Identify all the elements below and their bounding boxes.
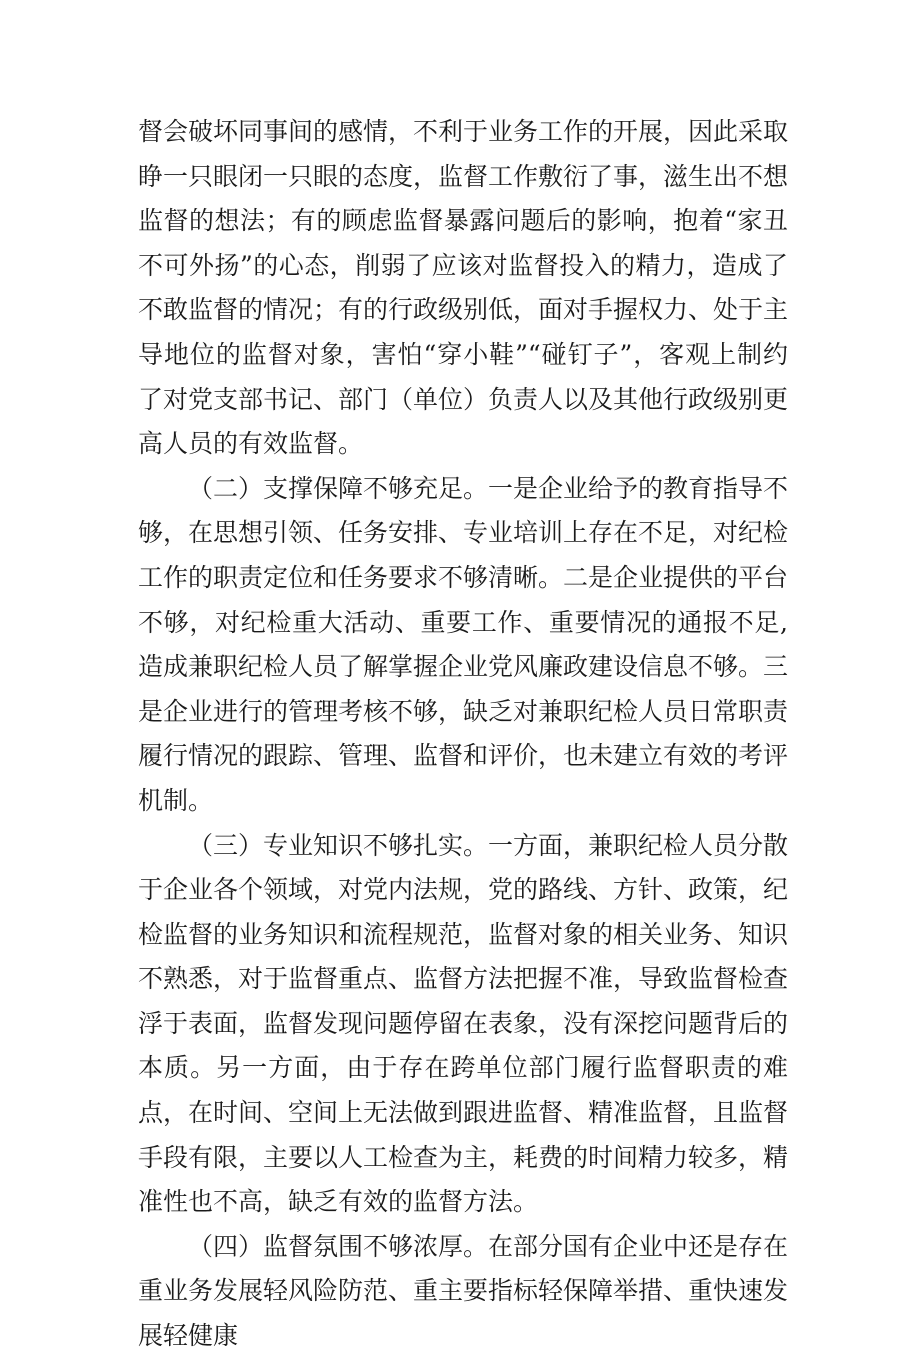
paragraph-support-guarantee: （二）支撑保障不够充足。一是企业给予的教育指导不够，在思想引领、任务安排、专业培训上存在不足，对纪检工作的职责定位和任务要求不够清晰。二是企业提供的平台不够，对纪检重大活动、重要工作、重要情况的通报不足,造成兼职纪检人员了解掌握企业党风廉政建设信息不够。三是企业进行的管理考核不够，缺乏对兼职纪检人员日常职责履行情况的跟踪、管理、监督和评价，也未建立有效的考评机制。	[138, 473, 789, 815]
paragraph-continuation: 督会破坏同事间的感情，不利于业务工作的开展，因此采取睁一只眼闭一只眼的态度，监督工作敷衍了事，滋生出不想监督的想法；有的顾虑监督暴露问题后的影响，抱着“家丑不可外扬”的心态，削弱了应该对监督投入的精力，造成了不敢监督的情况；有的行政级别低，面对手握权力、处于主导地位的监督对象，害怕“穿小鞋”“碰钉子”，客观上制约了对党支部书记、部门（单位）负责人以及其他行政级别更高人员的有效监督。	[138, 117, 789, 459]
paragraph-supervision-atmosphere: （四）监督氛围不够浓厚。在部分国有企业中还是存在重业务发展轻风险防范、重主要指标轻保障举措、重快速发展轻健康	[138, 1231, 789, 1351]
document-body	[138, 110, 788, 1359]
paragraph-professional-knowledge: （三）专业知识不够扎实。一方面，兼职纪检人员分散于企业各个领域，对党内法规，党的路线、方针、政策，纪检监督的业务知识和流程规范，监督对象的相关业务、知识不熟悉，对于监督重点、监督方法把握不准，导致监督检查浮于表面，监督发现问题停留在表象，没有深挖问题背后的本质。另一方面，由于存在跨单位部门履行监督职责的难点，在时间、空间上无法做到跟进监督、精准监督，且监督手段有限，主要以人工检查为主，耗费的时间精力较多，精准性也不高，缺乏有效的监督方法。	[138, 830, 789, 1217]
